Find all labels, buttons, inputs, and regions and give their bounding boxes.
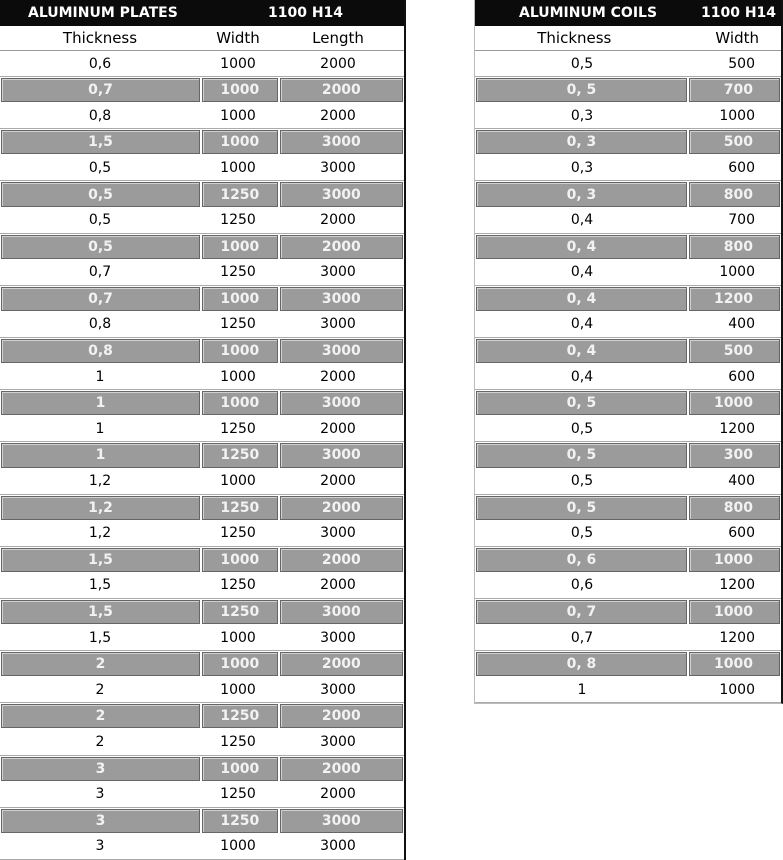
width-cell: 1000 [719,264,755,281]
thickness-cell: 0,5 [1,235,200,259]
thickness-cell: 0,5 [570,525,594,542]
table-row [0,286,404,312]
width-cell: 600 [728,368,755,385]
width-cell: 1000 [220,681,256,698]
thickness-cell: 3 [1,809,200,833]
plates-header-row [0,26,404,51]
table-row [0,703,404,729]
table-row [475,129,781,155]
thickness-cell: 0,3 [570,107,594,124]
thickness-cell: 0,4 [570,264,594,281]
table-row [0,756,404,782]
width-cell: 1250 [220,733,256,750]
plates-title: ALUMINUM PLATES [28,5,178,21]
width-cell: 1250 [220,420,256,437]
table-row [475,677,781,703]
table-row [0,129,404,155]
table-row [475,77,781,103]
length-cell: 2000 [320,368,356,385]
table-row [0,234,404,260]
width-cell: 400 [728,316,755,333]
coils-body [475,51,781,703]
length-cell: 3000 [320,838,356,855]
plates-title-bar [0,0,404,26]
table-row [475,416,781,442]
length-cell: 3000 [280,339,403,363]
width-cell: 1200 [719,629,755,646]
length-cell: 3000 [320,681,356,698]
width-cell: 1250 [220,525,256,542]
thickness-cell: 0,8 [88,107,112,124]
table-row [0,521,404,547]
thickness-cell: 0, 5 [476,496,687,520]
thickness-cell: 0,8 [1,339,200,363]
thickness-cell: 0,7 [1,78,200,102]
table-row [0,547,404,573]
length-cell: 3000 [320,159,356,176]
thickness-cell: 1 [1,443,200,467]
thickness-cell: 3 [95,786,105,803]
table-row [0,651,404,677]
length-cell: 2000 [320,473,356,490]
table-row [0,782,404,808]
thickness-cell: 0, 3 [476,182,687,206]
length-cell: 2000 [280,652,403,676]
thickness-cell: 3 [1,757,200,781]
thickness-cell: 0,8 [88,316,112,333]
width-cell: 1000 [719,681,755,698]
table-row [0,155,404,181]
width-cell: 1250 [202,600,278,624]
length-cell: 3000 [280,443,403,467]
width-cell: 300 [689,443,780,467]
table-row [0,469,404,495]
length-cell: 2000 [280,496,403,520]
width-cell: 1000 [220,159,256,176]
thickness-cell: 1 [1,391,200,415]
thickness-cell: 2 [95,681,105,698]
thickness-cell: 0, 4 [476,287,687,311]
thickness-cell: 1,5 [1,600,200,624]
table-row [475,521,781,547]
thickness-cell: 3 [95,838,105,855]
table-row [0,208,404,234]
table-row [475,312,781,338]
length-cell: 2000 [280,704,403,728]
width-cell: 700 [728,212,755,229]
width-cell: 1000 [220,55,256,72]
thickness-cell: 0, 6 [476,548,687,572]
width-cell: 1250 [220,786,256,803]
length-cell: 2000 [320,212,356,229]
width-cell: 1000 [202,235,278,259]
thickness-cell: 1,5 [1,548,200,572]
table-row [0,312,404,338]
thickness-cell: 1,5 [88,577,112,594]
table-row [0,625,404,651]
length-cell: 3000 [280,809,403,833]
table-row [475,469,781,495]
length-cell: 2000 [320,55,356,72]
thickness-cell: 0, 7 [476,600,687,624]
thickness-cell: 0,3 [570,159,594,176]
length-cell: 3000 [280,130,403,154]
thickness-cell: 0,4 [570,212,594,229]
thickness-cell: 1 [95,420,105,437]
thickness-cell: 0,5 [88,212,112,229]
table-row [0,77,404,103]
thickness-cell: 0,7 [1,287,200,311]
thickness-cell: 0, 5 [476,391,687,415]
width-cell: 600 [728,159,755,176]
width-cell: 500 [728,55,755,72]
thickness-cell: 0, 4 [476,235,687,259]
table-row [475,573,781,599]
table-row [475,625,781,651]
coils-title-bar [475,0,781,26]
width-cell: 800 [689,182,780,206]
thickness-cell: 0, 8 [476,652,687,676]
table-row [0,51,404,77]
table-row [0,103,404,129]
thickness-cell: 2 [1,652,200,676]
thickness-cell: 1,2 [88,525,112,542]
table-row [475,260,781,286]
thickness-cell: 0,5 [570,55,594,72]
width-cell: 1000 [220,368,256,385]
coils-header-thickness: Thickness [537,29,612,47]
table-row [475,234,781,260]
table-row [0,442,404,468]
width-cell: 500 [689,339,780,363]
table-row [0,416,404,442]
length-cell: 2000 [280,757,403,781]
width-cell: 1250 [202,496,278,520]
table-row [475,495,781,521]
thickness-cell: 1 [577,681,587,698]
width-cell: 1250 [202,443,278,467]
coils-header-row [475,26,781,51]
table-row [475,286,781,312]
thickness-cell: 1 [95,368,105,385]
width-cell: 1000 [220,838,256,855]
width-cell: 1250 [220,577,256,594]
width-cell: 1250 [220,316,256,333]
table-row [475,442,781,468]
width-cell: 1200 [689,287,780,311]
length-cell: 3000 [280,391,403,415]
length-cell: 2000 [320,107,356,124]
table-row [475,103,781,129]
table-row [475,547,781,573]
length-cell: 2000 [280,548,403,572]
length-cell: 2000 [280,78,403,102]
table-row [0,573,404,599]
thickness-cell: 0,5 [570,473,594,490]
thickness-cell: 0,7 [570,629,594,646]
thickness-cell: 2 [1,704,200,728]
thickness-cell: 0,6 [570,577,594,594]
thickness-cell: 0,4 [570,316,594,333]
thickness-cell: 1,5 [1,130,200,154]
table-row [475,338,781,364]
table-row [475,390,781,416]
thickness-cell: 0, 5 [476,443,687,467]
length-cell: 2000 [320,577,356,594]
length-cell: 2000 [320,786,356,803]
width-cell: 1200 [719,420,755,437]
thickness-cell: 1,2 [88,473,112,490]
width-cell: 500 [689,130,780,154]
thickness-cell: 0, 3 [476,130,687,154]
width-cell: 1000 [202,391,278,415]
width-cell: 1250 [202,704,278,728]
thickness-cell: 0, 5 [476,78,687,102]
table-row [0,808,404,834]
width-cell: 1250 [202,182,278,206]
table-row [0,181,404,207]
width-cell: 1000 [719,107,755,124]
aluminum-coils-table [474,0,783,704]
width-cell: 1000 [689,652,780,676]
plates-header-thickness: Thickness [62,29,138,47]
table-row [475,599,781,625]
width-cell: 1000 [689,391,780,415]
width-cell: 1250 [220,212,256,229]
table-row [475,651,781,677]
length-cell: 2000 [280,235,403,259]
plates-alloy: 1100 H14 [268,5,344,21]
table-row [475,208,781,234]
thickness-cell: 2 [95,733,105,750]
width-cell: 1200 [719,577,755,594]
thickness-cell: 0,6 [88,55,112,72]
coils-title: ALUMINUM COILS [519,5,658,21]
thickness-cell: 1,2 [1,496,200,520]
length-cell: 3000 [320,525,356,542]
length-cell: 3000 [320,733,356,750]
length-cell: 3000 [280,600,403,624]
plates-header-width: Width [216,29,260,47]
coils-alloy: 1100 H14 [701,5,777,21]
length-cell: 3000 [320,629,356,646]
width-cell: 1000 [202,548,278,572]
thickness-cell: 0,5 [1,182,200,206]
thickness-cell: 1,5 [88,629,112,646]
table-row [0,495,404,521]
width-cell: 1250 [220,264,256,281]
width-cell: 1000 [202,339,278,363]
width-cell: 700 [689,78,780,102]
thickness-cell: 0, 4 [476,339,687,363]
width-cell: 1250 [202,809,278,833]
table-row [0,390,404,416]
table-row [0,260,404,286]
table-row [0,729,404,755]
width-cell: 1000 [202,757,278,781]
table-row [475,364,781,390]
width-cell: 1000 [689,548,780,572]
width-cell: 1000 [202,130,278,154]
width-cell: 1000 [689,600,780,624]
width-cell: 600 [728,525,755,542]
coils-header-width: Width [715,29,759,47]
length-cell: 2000 [320,420,356,437]
table-row [475,155,781,181]
width-cell: 1000 [220,107,256,124]
width-cell: 1000 [220,473,256,490]
width-cell: 1000 [202,287,278,311]
width-cell: 1000 [220,629,256,646]
thickness-cell: 0,5 [570,420,594,437]
table-row [0,599,404,625]
width-cell: 1000 [202,78,278,102]
table-row [0,338,404,364]
length-cell: 3000 [280,287,403,311]
plates-body [0,51,404,860]
table-row [0,364,404,390]
thickness-cell: 0,5 [88,159,112,176]
width-cell: 400 [728,473,755,490]
table-row [475,51,781,77]
thickness-cell: 0,7 [88,264,112,281]
width-cell: 1000 [202,652,278,676]
width-cell: 800 [689,496,780,520]
thickness-cell: 0,4 [570,368,594,385]
width-cell: 800 [689,235,780,259]
plates-header-length: Length [312,29,364,47]
table-row [475,181,781,207]
length-cell: 3000 [280,182,403,206]
length-cell: 3000 [320,264,356,281]
length-cell: 3000 [320,316,356,333]
table-row [0,677,404,703]
